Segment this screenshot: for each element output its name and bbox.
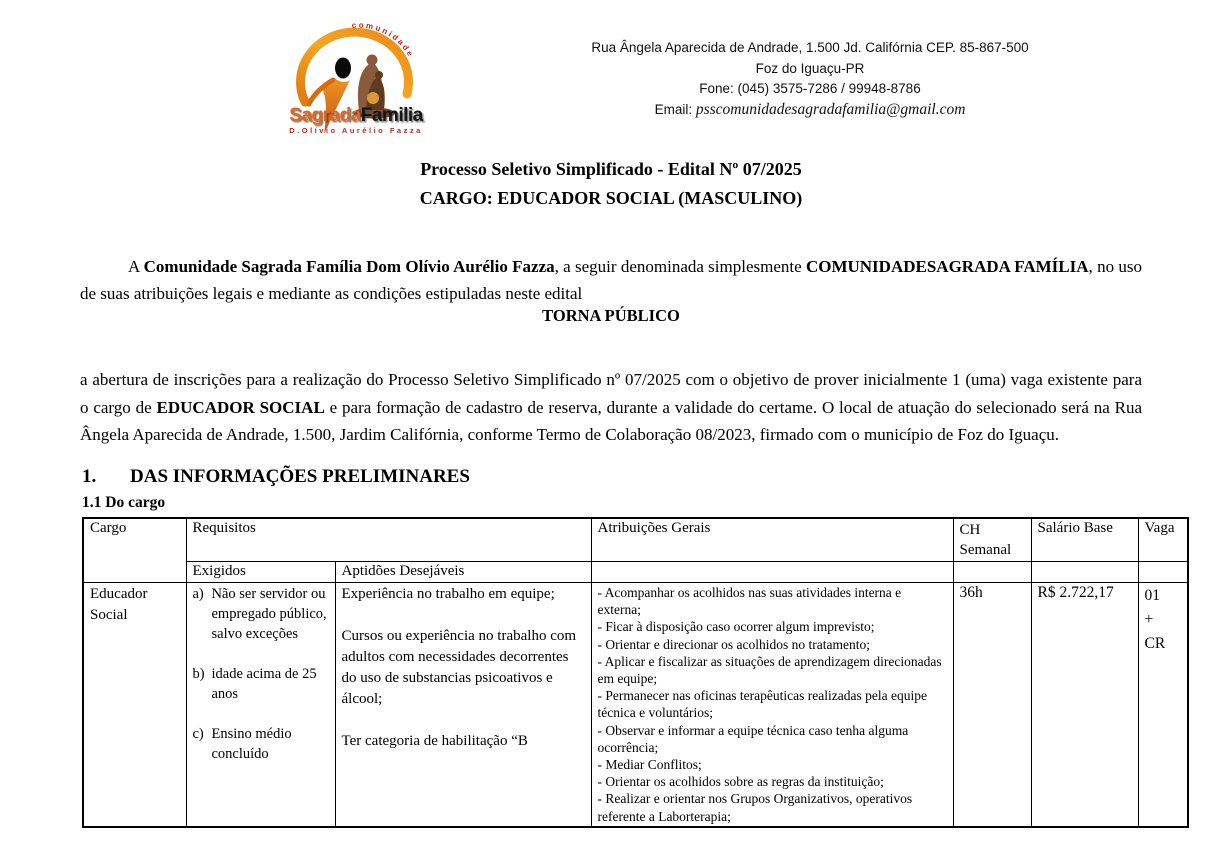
subheader-empty-atribuicoes xyxy=(591,562,953,583)
header-vaga: Vaga xyxy=(1138,518,1188,562)
section-1-heading xyxy=(82,466,470,488)
cargo-line-2: Social xyxy=(90,607,128,623)
section-1-title: DAS INFORMAÇÕES PRELIMINARES xyxy=(130,466,470,487)
table-header-row-2 xyxy=(83,562,1188,583)
subheader-empty-salario xyxy=(1031,562,1138,583)
aptidoes-paragraph: Ter categoria de habilitação “B xyxy=(341,733,528,749)
atribuicoes-item: - Realizar e orientar nos Grupos Organizativos, operativos referente a Laborterapia; xyxy=(597,791,913,824)
atribuicoes-item: - Orientar os acolhidos sobre as regras da instituição; xyxy=(597,774,884,790)
email-address: psscomunidadesagradafamilia@gmail.com xyxy=(695,100,966,118)
aptidoes-paragraph: Experiência no trabalho em equipe; xyxy=(341,586,555,602)
vaga-line-cr: CR xyxy=(1144,635,1166,652)
cell-salario-base: R$ 2.722,17 xyxy=(1031,583,1138,827)
section-1-1-subheading: 1.1 Do cargo xyxy=(82,494,166,511)
exigidos-text-c: Ensino médio concluído xyxy=(211,726,292,762)
cargo-table xyxy=(82,517,1189,828)
intro-suffix: , no uso de suas atribuições legais e mediante as condições estipuladas neste edital xyxy=(80,257,1142,303)
subheader-aptidoes: Aptidões Desejáveis xyxy=(335,562,591,583)
address-line-2: Foz do Iguaçu-PR xyxy=(755,60,865,76)
logo-arc-word: comunidade xyxy=(351,22,416,60)
org-contact-block xyxy=(470,38,1150,120)
cell-aptidoes xyxy=(335,583,591,827)
exigidos-marker-a: a) xyxy=(192,586,204,602)
torna-publico-heading: TORNA PÚBLICO xyxy=(542,306,680,325)
cell-atribuicoes xyxy=(591,583,953,827)
subheader-empty-ch xyxy=(953,562,1031,583)
cell-ch-semanal: 36h xyxy=(953,583,1031,827)
opening-part-2: e para formação de cadastro de reserva, durante a validade do certame. O local de atuação do selecionado será na Rua Ângela Aparecida de Andrade, 1.500, Jardim Califórnia, conforme Termo de Colaboração 08/2023, firmado com o município de Foz do Iguaçu. xyxy=(80,397,1142,444)
address-line-1: Rua Ângela Aparecida de Andrade, 1.500 Jd. Califórnia CEP. 85-867-500 xyxy=(591,40,1029,55)
subheader-empty-vaga xyxy=(1138,562,1188,583)
atribuicoes-item: - Ficar à disposição caso ocorrer algum imprevisto; xyxy=(597,619,875,635)
cell-vaga xyxy=(1138,583,1188,827)
cargo-bold: EDUCADOR SOCIAL xyxy=(156,397,325,417)
exigidos-marker-c: c) xyxy=(192,726,204,742)
intro-prefix: A xyxy=(128,257,144,276)
email-label: Email: xyxy=(654,101,693,117)
exigidos-marker-b: b) xyxy=(192,666,205,682)
logo-brand-name xyxy=(286,106,426,125)
exigidos-text-b: idade acima de 25 anos xyxy=(211,666,317,702)
exigidos-item xyxy=(193,664,329,704)
atribuicoes-item: - Acompanhar os acolhidos nas suas atividades interna e externa; xyxy=(597,585,902,618)
logo-brand-familia: Familia xyxy=(360,105,423,126)
phone-line: Fone: (045) 3575-7286 / 99948-8786 xyxy=(699,81,921,96)
cell-exigidos xyxy=(186,583,335,827)
atribuicoes-item: - Mediar Conflitos; xyxy=(597,757,702,773)
atribuicoes-item: - Orientar e direcionar os acolhidos no tratamento; xyxy=(597,636,871,652)
title-line-2: CARGO: EDUCADOR SOCIAL (MASCULINO) xyxy=(419,188,803,208)
email-line xyxy=(470,100,1150,121)
subheader-exigidos: Exigidos xyxy=(186,562,335,583)
intro-mid: , a seguir denominada simplesmente xyxy=(554,257,806,276)
cell-cargo xyxy=(83,583,186,827)
vaga-line-plus: + xyxy=(1144,611,1154,628)
header-ch-line-1: CH xyxy=(959,522,981,538)
exigidos-item xyxy=(193,584,329,644)
logo-brand-sagrada: Sagrada xyxy=(289,105,361,126)
aptidoes-paragraph: Cursos ou experiência no trabalho com adultos com necessidades decorrentes do uso de substancias psicoativos e álcool; xyxy=(341,628,577,707)
header-requisitos: Requisitos xyxy=(186,518,591,562)
cargo-line-1: Educador xyxy=(90,586,148,602)
opening-part-1: a abertura de inscrições para a realização do Processo Seletivo Simplificado nº 07/2025 com o objetivo de prover inicialmente 1 (uma) vaga existente para o cargo de xyxy=(80,370,1142,417)
document-title xyxy=(80,155,1142,213)
section-1-number: 1. xyxy=(82,466,97,487)
atribuicoes-item: - Permanecer nas oficinas terapêuticas realizadas pela equipe técnica e voluntários; xyxy=(597,688,927,721)
intro-paragraph xyxy=(80,253,1142,307)
header-atribuicoes: Atribuições Gerais xyxy=(591,518,953,562)
title-line-1: Processo Seletivo Simplificado - Edital Nº 07/2025 xyxy=(420,159,802,179)
org-logo xyxy=(286,22,426,146)
exigidos-item xyxy=(193,724,329,764)
org-shortname-bold: COMUNIDADESAGRADA FAMÍLIA xyxy=(805,257,1089,276)
table-row xyxy=(83,583,1188,827)
atribuicoes-item: - Aplicar e fiscalizar as situações de aprendizagem direcionadas em equipe; xyxy=(597,653,942,687)
header-ch-semanal xyxy=(953,518,1031,562)
header-ch-line-2: Semanal xyxy=(959,542,1012,558)
exigidos-text-a: Não ser servidor ou empregado público, salvo exceções xyxy=(211,586,327,642)
vaga-line-1: 01 xyxy=(1144,587,1160,604)
header-cargo: Cargo xyxy=(83,518,186,583)
table-header-row-1 xyxy=(83,518,1188,562)
logo-person-head-icon xyxy=(335,58,351,79)
opening-paragraph xyxy=(80,366,1142,449)
org-name-bold: Comunidade Sagrada Família Dom Olívio Aurélio Fazza xyxy=(143,257,555,276)
atribuicoes-item: - Observar e informar a equipe técnica caso tenha alguma ocorrência; xyxy=(597,722,909,755)
header-salario-base: Salário Base xyxy=(1031,518,1138,562)
logo-subtitle: D.Olívio Aurélio Fazza xyxy=(289,126,423,135)
